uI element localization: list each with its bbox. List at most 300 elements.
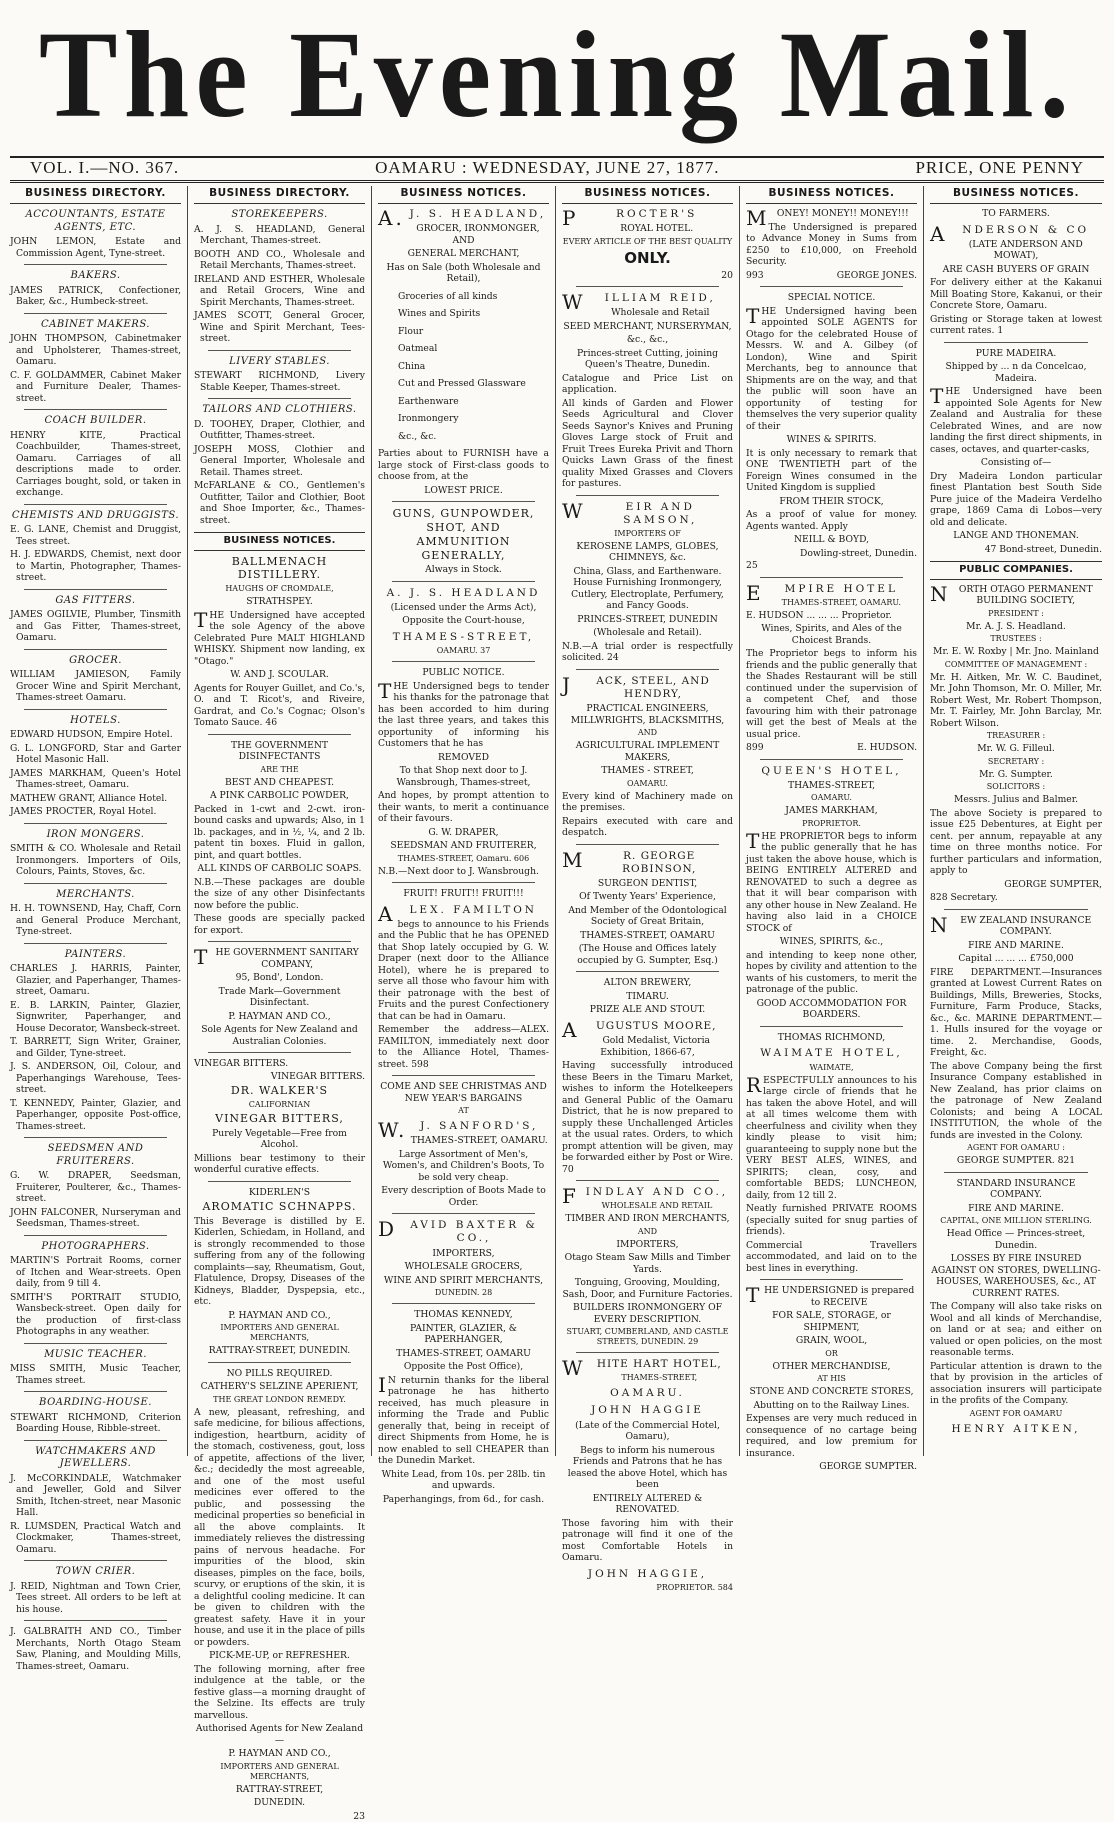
divider (576, 669, 719, 670)
ad-title: ALTON BREWERY, (603, 977, 692, 989)
money-ad (746, 208, 917, 281)
directory-entry: JOHN FALCONER, Nurseryman and Seedsman, Thames-street. (10, 1206, 181, 1230)
directory-entry: D. TOOHEY, Draper, Clothier, and Outfitter, Thames-street. (194, 418, 365, 442)
ad-text: Otago Steam Saw Mills and Timber Yards. (564, 1252, 731, 1275)
ad-text: AT (458, 1106, 469, 1116)
ad-title: ALEX. FAMILTON (378, 901, 537, 926)
farmers-ad (930, 208, 1102, 337)
ad-title: WAIMATE HOTEL, (760, 1047, 903, 1060)
ad-text: DR. WALKER'S (230, 1084, 329, 1098)
directory-category: IRON MONGERS. (46, 828, 145, 840)
ad-title: MR. GEORGE ROBINSON, (562, 847, 697, 875)
ad-title: COME AND SEE CHRISTMAS AND NEW YEAR'S BARGAINS (380, 1081, 547, 1104)
ad-title: VINEGAR BITTERS. (270, 1070, 365, 1082)
directory-entry: BOOTH AND CO., Wholesale and Retail Merchants, Thames-street. (194, 248, 365, 272)
ad-text: White Lead, from 10s. per 28lb. tin and upwards. (381, 1468, 546, 1491)
ad-text: OR (825, 1348, 838, 1358)
ad-text: HAUGHS OF CROMDALE, (225, 584, 334, 594)
ad-title: THOMAS KENNEDY, (414, 1309, 513, 1320)
ad-text: FIRE AND MARINE. (968, 1202, 1064, 1214)
ad-text: And Member of the Odontological Society of Great Britain, (568, 904, 727, 928)
ad-text: AGRICULTURAL IMPLEMENT MAKERS, (575, 740, 720, 763)
divider (944, 342, 1088, 343)
directory-entry: EDWARD HUDSON, Empire Hotel. (10, 729, 173, 741)
kennedy-ad (378, 1309, 549, 1505)
ad-text: (Wholesale and Retail). (593, 627, 702, 639)
ad-text: EVERY ARTICLE OF THE BEST QUALITY (562, 236, 733, 246)
ad-body: IN returnin thanks for the liberal patronage he has hitherto received, has much pleasure in informing the Trade and Public generally that, being in receipt of direct Shipments from Home, he is now enabled to sell CHEAPER than the Dunedin Market. (378, 1372, 549, 1466)
ad-body: Agents for Rouyer Guillet, and Co.'s, O. and T. Ricot's, and Riveire, Gardrat, and Co.'s Cognac; Olson's Tomato Sauce. 46 (194, 682, 365, 729)
ad-body: Gristing or Storage taken at lowest current rates. 1 (930, 313, 1102, 337)
ad-body: Every kind of Machinery made on the premises. (562, 790, 733, 814)
directory-category: TOWN CRIER. (55, 1566, 136, 1578)
divider (576, 844, 719, 845)
ad-text: STUART, CUMBERLAND, AND CASTLE STREETS, DUNEDIN. 29 (566, 1327, 729, 1347)
goods-list-item: &c., &c. (398, 430, 437, 442)
ad-text: THAMES-STREET, OAMARU. (410, 1135, 548, 1147)
ad-signature: GEORGE JONES. (836, 269, 917, 281)
directory-entry: E. B. LARKIN, Painter, Glazier, Signwriter, Paperhanger, and House Decorator, Wansbeck-street. (10, 999, 181, 1034)
column-heading: BUSINESS DIRECTORY. (10, 186, 181, 204)
ad-signature: P. HAYMAN AND CO., (228, 1309, 331, 1321)
ad-body: and intending to keep none other, hopes by civility and attention to the wants of his customers, to merit the patronage of the public. (746, 949, 917, 996)
divider (208, 1052, 351, 1053)
divider (392, 1213, 535, 1214)
ad-text: WINES & SPIRITS. (786, 434, 877, 446)
ad-body: The Proprietor begs to inform his friends and the public generally that the Shades Restaurant will be still continued under the supervision of a competent Chef, and those favouring him with their patronage will get the best of Meals at the usual price. (746, 648, 917, 740)
directory-entry: JAMES PATRICK, Confectioner, Baker, &c., Humbeck-street. (10, 284, 181, 308)
ad-text: Consisting of— (980, 457, 1052, 469)
ad-body: A new, pleasant, refreshing, and safe medicine, for bilious affections, indigestion, heartburn, acidity of the stomach, costiveness, gout, loss of appetite, affections of the liver, &c.; decidedly the most agreeable, and one of the most useful medicines ever offered to the public, and possessing the medicinal properties so beneficial in all the above complaints. It immediately relieves the distressing pains of nervous headache. For impurities of the blood, skin diseases, pimples on the face, boils, scurvy, or eruptions of the skin, it is a delightful cooling medicine. It can be given to children with the greatest safety. Have it in your house, and use it in the place of pills or powders. (194, 1406, 365, 1648)
ad-text: SEED MERCHANT, NURSERYMAN, (563, 320, 732, 332)
divider (24, 264, 167, 265)
masthead (0, 0, 1114, 150)
goods-list-item: Ironmongery (398, 413, 459, 425)
directory-entry: G. L. LONGFORD, Star and Garter Hotel Masonic Hall. (10, 742, 181, 766)
directory-category: LIVERY STABLES. (229, 355, 330, 367)
ad-body: THE PROPRIETOR begs to inform the public generally that he has just taken the above house, which is BEING ENTIRELY ALTERED and RENOVATED to such a degree as that it will bear comparison with any other house in New Zealand. He having also laid in a CHOICE STOCK of (746, 828, 917, 934)
divider (392, 581, 535, 582)
directory-entry: JOHN LEMON, Estate and Commission Agent, Tyne-street. (10, 236, 181, 259)
divider (24, 823, 167, 824)
ad-body: Millions bear testimony to their wonderful curative effects. (194, 1152, 365, 1176)
divider (392, 501, 535, 502)
ad-text: Mr. E. W. Roxby | Mr. Jno. Mainland (933, 646, 1099, 658)
ad-text: LOWEST PRICE. (424, 484, 503, 496)
column-heading: BUSINESS NOTICES. (746, 186, 917, 204)
building-society-ad (930, 581, 1102, 904)
ad-signature: HENRY AITKEN, (951, 1422, 1081, 1435)
directory-sections (194, 209, 365, 526)
ad-text: ARE CASH BUYERS OF GRAIN (942, 263, 1090, 275)
ad-text: THAMES-STREET, OAMARU. (781, 597, 901, 607)
directory-entry: J. REID, Nightman and Town Crier, Tees street. All orders to be left at his house. (10, 1580, 181, 1615)
directory-entry: WILLIAM JAMIESON, Family Grocer Wine and Spirit Merchant, Thames-street Oamaru. (10, 669, 181, 704)
ad-body: Remember the address—ALEX. FAMILTON, immediately next door to the Alliance Hotel, Thames-street. 598 (378, 1024, 549, 1070)
directory-category: STOREKEEPERS. (231, 209, 328, 221)
column-heading: BUSINESS NOTICES. (562, 186, 733, 204)
directory-entry: E. G. LANE, Chemist and Druggist, Tees street. (10, 524, 181, 547)
ad-text: BEST AND CHEAPEST. (224, 776, 335, 788)
ad-text: RATTRAY-STREET, DUNEDIN. (208, 1345, 351, 1357)
directory-entry: STEWART RICHMOND, Livery Stable Keeper, Thames-street. (194, 370, 365, 393)
ad-text: Opposite the Post Office), (403, 1361, 524, 1372)
ad-text: TIMARU. (626, 990, 669, 1002)
ad-text: Mr. G. Sumpter. (979, 768, 1053, 780)
ad-body: It is only necessary to remark that ONE TWENTIETH part of the Foreign Wines consumed in the United Kingdom is supplied (746, 447, 917, 494)
divider (208, 734, 351, 735)
column-business-notices-6 (924, 186, 1108, 1456)
ad-body: The following morning, after free indulgence at the table, or the festive glass—a morning draught of the Selzine. Its effects are truly marvellous. (194, 1663, 365, 1721)
directory-entry: H. H. TOWNSEND, Hay, Chaff, Corn and General Produce Merchant, Tyne-street. (10, 903, 181, 938)
distillery-ad (194, 555, 365, 729)
ad-body: The above Company being the first Insurance Company established in New Zealand, has prior claims on the patronage of New Zealand Colonists; and being A LOCAL INSTITUTION, the whole of the funds are invested in the Colony. (930, 1060, 1102, 1141)
ad-body: THE Undersigned have been appointed Sole Agents for New Zealand and Australia for these Celebrated Wines, and are now landing the first direct shipments, in cases, octaves, and quarter-casks, (930, 384, 1102, 455)
ad-title: MONEY! MONEY!! MONEY!!! (746, 206, 909, 231)
directory-entry: R. LUMSDEN, Practical Watch and Clockmaker, Thames-street, Oamaru. (10, 1520, 181, 1555)
ad-text: PRINCES-STREET, DUNEDIN (577, 613, 718, 625)
divider (24, 1137, 167, 1138)
ad-title: NEW ZEALAND INSURANCE COMPANY. (930, 912, 1092, 938)
ad-text: WHOLESALE AND RETAIL (601, 1201, 713, 1211)
issue-date: OAMARU : WEDNESDAY, JUNE 27, 1877. (375, 158, 720, 177)
ad-title: THE GOVERNMENT SANITARY COMPANY, (194, 945, 359, 970)
ad-number: 20 (721, 269, 733, 281)
divider (24, 1235, 167, 1236)
ad-text: SOLICITORS : (986, 782, 1046, 792)
ad-text: PAINTER, GLAZIER, & PAPERHANGER, (410, 1322, 517, 1345)
procter-ad (562, 208, 733, 281)
ad-text: JAMES MARKHAM, (785, 805, 878, 817)
ad-text: CAPITAL, ONE MILLION STERLING. (940, 1216, 1092, 1226)
ad-number: 23 (353, 1810, 365, 1822)
ad-text: WHOLESALE GROCERS, (404, 1261, 523, 1272)
ad-footer (746, 270, 917, 282)
ad-text: China, Glass, and Earthenware. House Furnishing Ironmongery, Cutlery, Electroplate, Perfumery, and Fancy Goods. (571, 565, 724, 612)
goods-list-item: Oatmeal (398, 343, 438, 355)
ad-text: Paperhangings, from 6d., for cash. (382, 1493, 545, 1505)
ad-title: THE GOVERNMENT DISINFECTANTS (230, 739, 329, 763)
ad-signature: W. AND J. SCOULAR. (230, 669, 329, 681)
divider (24, 1391, 167, 1392)
ad-text: GENERAL MERCHANT, (407, 248, 520, 260)
ad-text: Wines, Spirits, and Ales of the Choicest Brands. (761, 623, 902, 646)
directory-category: PAINTERS. (64, 948, 127, 960)
ad-text: DUNEDIN. 28 (434, 1288, 493, 1297)
ad-title: CATHERY'S SELZINE APERIENT, (200, 1381, 359, 1393)
ad-text: 95, Bond', London. (235, 972, 324, 984)
ad-signature: LANGE AND THONEMAN. (953, 530, 1079, 542)
goods-list-item: China (398, 360, 426, 372)
divider (944, 909, 1088, 910)
ad-text: BUILDERS IRONMONGERY OF EVERY DESCRIPTION. (572, 1302, 723, 1325)
divider (392, 661, 535, 662)
ad-title: PROCTER'S (562, 206, 698, 231)
ad-text: THAMES-STREET, (621, 1373, 698, 1383)
ad-text: Messrs. Julius and Balmer. (953, 794, 1079, 806)
directory-entry: JOSEPH MOSS, Clothier and General Importer, Wholesale and Retail. Thames street. (194, 443, 365, 478)
directory-category: MUSIC TEACHER. (44, 1348, 147, 1360)
column-heading: BUSINESS DIRECTORY. (194, 186, 365, 204)
baxter-ad (378, 1219, 549, 1298)
ad-text: ROYAL HOTEL. (620, 223, 694, 235)
ad-text: THAMES-STREET, OAMARU (580, 929, 715, 941)
goods-list-item: Earthenware (398, 395, 459, 407)
divider (208, 350, 351, 351)
business-notices-heading: BUSINESS NOTICES. (194, 532, 365, 551)
ad-text: Capital ... ... ... £750,000 (958, 953, 1074, 965)
ad-number: 993 (746, 269, 764, 281)
ad-text: IMPORTERS, (432, 1247, 495, 1259)
directory-entry: JAMES PROCTER, Royal Hotel. (10, 806, 157, 818)
ad-text: THAMES-STREET, (787, 779, 876, 791)
disinfectants-ad (194, 740, 365, 937)
ad-text: Trade Mark—Government Disinfectant. (218, 985, 341, 1009)
ad-text: WINE AND SPIRIT MERCHANTS, (383, 1274, 544, 1286)
ad-title: FRUIT! FRUIT!! FRUIT!!! (403, 888, 524, 899)
directory-entry: J. S. ANDERSON, Oil, Colour, and Paperhangings Warehouse, Tees-street. (10, 1061, 181, 1096)
ad-text: PROPRIETOR. 584 (656, 1582, 733, 1592)
divider (24, 409, 167, 410)
ad-body: All kinds of Garden and Flower Seeds Agricultural and Clover Seeds Saynor's Knives and Pruning Gloves Large stock of Fruit and Fruit Trees Eureka Privit and Thorn Quicks Lawn Grass of the finest quality Mixed Grasses and Clovers for pastures. (562, 397, 733, 490)
ad-title: WEIR AND SAMSON, (562, 498, 698, 526)
ad-body: For delivery either at the Kakanui Mill Boating Store, Kakanui, or their Concrete Store, Oamaru. (930, 277, 1102, 312)
ad-text: CALIFORNIAN (248, 1099, 311, 1109)
public-companies-heading: PUBLIC COMPANIES. (930, 561, 1102, 580)
ad-title: AUGUSTUS MOORE, (562, 1017, 717, 1042)
ad-title: W.J. SANFORD'S, (378, 1118, 539, 1143)
ad-body: As a proof of value for money. Agents wanted. Apply (746, 509, 917, 532)
ad-text: FOR SALE, STORAGE, or SHIPMENT, (772, 1310, 891, 1333)
directory-entry: HENRY KITE, Practical Coachbuilder, Thames-street, Oamaru. Carriages of all descriptions made to order. Carriages bought, sold, or taken in exchange. (10, 429, 181, 499)
ad-title: FINDLAY AND CO., (562, 1184, 729, 1208)
directory-entry: A. J. S. HEADLAND, General Merchant, Thames-street. (194, 223, 365, 247)
ad-text: ALL KINDS OF CARBOLIC SOAPS. (197, 863, 362, 875)
divider (24, 504, 167, 505)
ad-text: WAIMATE, (809, 1062, 854, 1072)
divider (392, 1075, 535, 1076)
directory-sections (10, 209, 181, 1672)
directory-category: CHEMISTS AND DRUGGISTS. (11, 509, 180, 521)
ad-text: Always in Stock. (425, 564, 502, 576)
ad-body: Parties about to FURNISH have a large stock of First-class goods to choose from, at the (378, 448, 549, 483)
ad-body: Having successfully introduced these Beers in the Timaru Market, wishes to inform the Hotelkeepers and General Public of the Oamaru District, that he is now prepared to supply these Unchallenged Articles at the usual rates. Orders, to which prompt attention will be given, may be forwarded either by Post or Wire. 70 (562, 1060, 733, 1175)
ad-footer (746, 742, 917, 754)
ad-body: Mr. H. Aitken, Mr. W. C. Baudinet, Mr. John Thomson, Mr. O. Miller, Mr. Robert West, Mr. Robert Thompson, Mr. T. Fairley, Mr. John Barclay, Mr. Robert Wilson. (930, 671, 1102, 729)
ad-text: IMPORTERS, (616, 1238, 679, 1250)
ad-text: ENTIRELY ALTERED & RENOVATED. (592, 1492, 703, 1515)
ad-text: Large Assortment of Men's, Women's, and Children's Boots, To be sold very cheap. (382, 1148, 545, 1183)
ad-text: OTHER MERCHANDISE, (772, 1360, 891, 1372)
ad-text: Princes-street Cutting, joining Queen's Theatre, Dunedin. (577, 347, 718, 371)
divider (208, 941, 351, 942)
ad-text: AT HIS (817, 1374, 846, 1383)
column-heading: BUSINESS NOTICES. (378, 186, 549, 204)
ad-text: GRAIN, WOOL, (795, 1335, 868, 1346)
directory-entry: T. KENNEDY, Painter, Glazier, and Paperhanger, opposite Post-office, Thames-street. (10, 1097, 181, 1132)
ad-title: ANDERSON & CO (930, 221, 1090, 246)
ad-text: THAMES-STREET, OAMARU (396, 1347, 531, 1359)
robinson-ad (562, 847, 733, 967)
directory-entry: C. F. GOLDAMMER, Cabinet Maker and Furniture Dealer, Thames-street. (10, 369, 181, 404)
dateline (30, 158, 1084, 178)
ad-body: Neatly furnished PRIVATE ROOMS (specially suited for snug parties of friends). (746, 1203, 917, 1237)
header-rule (10, 180, 1104, 183)
directory-entry: J. McCORKINDALE, Watchmaker and Jeweller, Gold and Silver Smith, Itchen-street, near Masonic Hall. (10, 1472, 181, 1519)
divider (576, 286, 719, 287)
ad-text: THAMES - STREET, (601, 765, 694, 777)
ad-body: This Beverage is distilled by E. Kiderlen, Schiedam, in Holland, and is strongly recommended to those suffering from any of the following complaints—say, Rheumatism, Gout, Flatulence, Dropsy, Diseases of the Kidneys, Bladder, Dyspepsia, etc., etc. (194, 1215, 365, 1308)
ad-title: NORTH OTAGO PERMANENT BUILDING SOCIETY, (930, 581, 1093, 607)
ad-text: OAMARU. (610, 1387, 685, 1400)
ad-text: Gold Medalist, Victoria Exhibition, 1866-67, (600, 1035, 710, 1058)
ad-text: OAMARU. (627, 778, 668, 788)
divider (208, 1362, 351, 1363)
ad-title: VINEGAR BITTERS. (194, 1058, 289, 1070)
goods-list (378, 291, 549, 443)
ad-text: 828 Secretary. (930, 892, 998, 904)
ad-body: N.B.—A trial order is respectfully solicited. 24 (562, 640, 733, 664)
ad-body: The Company will also take risks on Wool and all kinds of Merchandise, on land or at sea; and either on valued or open policies, on the most reasonable terms. (930, 1301, 1102, 1359)
divider (24, 943, 167, 944)
column-business-notices-3 (372, 186, 556, 1505)
ad-text: THAMES-STREET, Oamaru. 606 (397, 853, 530, 863)
ad-signature: P. HAYMAN AND CO., (228, 1748, 331, 1760)
divider (24, 883, 167, 884)
ad-text: Has on Sale (both Wholesale and Retail), (386, 261, 541, 285)
divider (760, 577, 903, 578)
ad-text: Authorised Agents for New Zealand— (195, 1723, 364, 1746)
sanford-ad (378, 1081, 549, 1208)
ad-body: Expenses are very much reduced in consequence of no cartage being required, and low premium for insurance. (746, 1413, 917, 1459)
divider (208, 398, 351, 399)
directory-entry: SMITH'S PORTRAIT STUDIO, Wansbeck-street. Open daily for the production of first-class Photographs in any weather. (10, 1291, 181, 1338)
ad-text: Dowling-street, Dunedin. (799, 547, 917, 559)
ad-text: (LATE ANDERSON AND MOWAT), (968, 238, 1083, 262)
divider (24, 313, 167, 314)
directory-entry: CHARLES J. HARRIS, Painter, Glazier, and Paperhanger, Thames-street, Oamaru. (10, 963, 181, 998)
divider (24, 1620, 167, 1621)
divider (24, 649, 167, 650)
ad-signature: JOHN HAGGIE, (587, 1567, 708, 1580)
findlay-ad (562, 1186, 733, 1347)
ad-title: ONLY. (624, 248, 671, 267)
waimate-hotel-ad (746, 1032, 917, 1274)
issue-price: PRICE, ONE PENNY (915, 158, 1084, 177)
ad-body: Those favoring him with their patronage will find it one of the most Comfortable Hotels in Oamaru. (562, 1517, 733, 1563)
ad-text: Wholesale and Retail (611, 307, 710, 319)
ad-title: TO FARMERS. (982, 208, 1050, 220)
directory-entry: J. GALBRAITH AND CO., Timber Merchants, North Otago Steam Saw, Planing, and Moulding Mills, Thames-street, Oamaru. (10, 1626, 181, 1672)
ad-signature: GEORGE SUMPTER, (1004, 878, 1102, 890)
directory-entry: IRELAND AND ESTHER, Wholesale and Retail Grocers, Wine and Spirit Merchants, Thames-street. (194, 273, 365, 308)
divider (760, 286, 903, 287)
ad-text: PRACTICAL ENGINEERS, MILLWRIGHTS, BLACKSMITHS, (570, 703, 725, 726)
ad-text: AGENT FOR OAMARU : (967, 1143, 1065, 1153)
ad-text: SEEDSMAN AND FRUITERER, (390, 840, 537, 851)
divider (24, 1440, 167, 1441)
standard-insurance-ad (930, 1178, 1102, 1436)
divider (944, 1172, 1088, 1173)
ad-text: SECRETARY : (987, 756, 1045, 766)
ad-text: IMPORTERS AND GENERAL MERCHANTS, (220, 1761, 339, 1781)
ad-text: SURGEON DENTIST, (597, 877, 698, 889)
divider (576, 1352, 719, 1353)
ad-title: THE UNDERSIGNED is prepared to RECEIVE (746, 1283, 915, 1308)
ad-text: THE GREAT LONDON REMEDY. (213, 1394, 346, 1404)
ad-text: IMPORTERS AND GENERAL MERCHANTS, (220, 1323, 339, 1343)
ad-body: Packed in 1-cwt and 2-cwt. iron-bound casks and upwards; Also, in 1 lb. packages, and in ½, ¼, and 2 lb. patent tin boxes. Fluid in gallon, pint, and quart bottles. (194, 803, 365, 861)
ad-text: IMPORTERS OF (614, 528, 681, 538)
divider (392, 882, 535, 883)
ad-body: THE Undersigned begs to tender his thanks for the patronage that has been accorded to him during the last three years, and takes this opportunity of informing his Customers that he has (378, 678, 549, 749)
ad-text: VINEGAR BITTERS, (215, 1111, 344, 1125)
ad-text: TIMBER AND IRON MERCHANTS, (565, 1213, 730, 1225)
ad-text: To that Shop next door to J. Wansbrough, Thames-street, (396, 765, 531, 788)
directory-category: CABINET MAKERS. (40, 318, 150, 330)
ad-text: JOHN HAGGIE (591, 1404, 704, 1417)
ad-text: Mr. W. G. Filleul. (977, 743, 1055, 755)
alton-ad (562, 977, 733, 1175)
ad-body: N.B.—These packages are double the size of any other Disinfectants now before the public. (194, 876, 365, 911)
empire-hotel-ad (746, 580, 917, 754)
ad-text: (Licensed under the Arms Act), (390, 601, 537, 613)
ad-number: 25 (746, 560, 758, 572)
ad-text: ARE THE (260, 764, 299, 774)
divider (576, 1180, 719, 1181)
madeira-ad (930, 348, 1102, 556)
divider (24, 1343, 167, 1344)
directory-category: MERCHANTS. (56, 888, 135, 900)
ad-body: These goods are specially packed for export. (194, 913, 365, 936)
divider (576, 495, 719, 496)
column-business-notices-4 (556, 186, 740, 1592)
ad-title: PURE MADEIRA. (975, 347, 1057, 359)
goods-list-item: Wines and Spirits (398, 308, 481, 320)
ad-title: EMPIRE HOTEL (746, 580, 898, 605)
goods-list-item: Groceries of all kinds (398, 290, 498, 302)
ad-body: begs to announce to his Friends and the Public that he has OPENED that Shop lately occupied by G. W. Draper (next door to the Alliance Hotel), where he is prepared to serve all those who favour him with their patronage with the best of Fruits and the purest Confectionery that can be had in Oamaru. (378, 918, 549, 1022)
directory-category: SEEDSMEN AND FRUITERERS. (47, 1143, 144, 1167)
divider (760, 759, 903, 760)
ad-text: DUNEDIN. (253, 1797, 306, 1809)
directory-entry: T. BARRETT, Sign Writer, Grainer, and Gilder, Tyne-street. (10, 1036, 181, 1059)
ad-title: STANDARD INSURANCE COMPANY. (956, 1177, 1076, 1201)
column-heading: BUSINESS NOTICES. (930, 186, 1102, 204)
ad-body: N.B.—Next door to J. Wansbrough. (378, 865, 539, 877)
ad-text: Opposite the Court-house, (402, 615, 525, 627)
directory-entry: MARTIN'S Portrait Rooms, corner of Itchen and Wear-streets. Open daily, from 9 till 4. (10, 1255, 181, 1290)
divider (576, 971, 719, 972)
nz-insurance-ad (930, 912, 1102, 1167)
ad-text: Mr. A. J. S. Headland. (966, 620, 1066, 632)
divider (208, 1181, 351, 1182)
ad-text: TRUSTEES : (990, 634, 1042, 644)
ad-body: And hopes, by prompt attention to their wants, to merit a continuance of their favours. (378, 790, 549, 824)
ad-body: THE Undersigned have accepted the sole Agency of the above Celebrated Pure MALT HIGHLAND WHISKY. Shipment now landing, ex "Otago." (194, 607, 365, 667)
ad-body: Catalogue and Price List on application. (562, 372, 733, 396)
selzine-ad (194, 1368, 365, 1822)
ad-signature: GEORGE SUMPTER. (819, 1461, 917, 1472)
ad-text: STRATHSPEY. (246, 596, 313, 608)
ad-text: Abutting on to the Railway Lines. (753, 1399, 910, 1411)
queens-hotel-ad (746, 765, 917, 1021)
ad-body: RESPECTFULLY announces to his large circle of friends that he has taken the above Hotel, and will at all times welcome them with cheerfulness and civility when they kindly please to visit him; guaranteeing to supply none but the VERY BEST ALES, WINES, and SPIRITS; clean, cosy, and comfortable BEDS; LUNCHEON, daily, from 12 till 2. (746, 1072, 917, 1201)
ad-body: Dry Madeira London particular finest Plantation best South Side Pure juice of the Madeira Verdelho grape, 1869 Cama di Lobos—very old and delicate. (930, 470, 1102, 528)
ad-title: QUEEN'S HOTEL, (761, 764, 902, 777)
ad-text: 47 Bond-street, Dunedin. (984, 543, 1102, 555)
ad-text: PROPRIETOR. (802, 818, 861, 828)
